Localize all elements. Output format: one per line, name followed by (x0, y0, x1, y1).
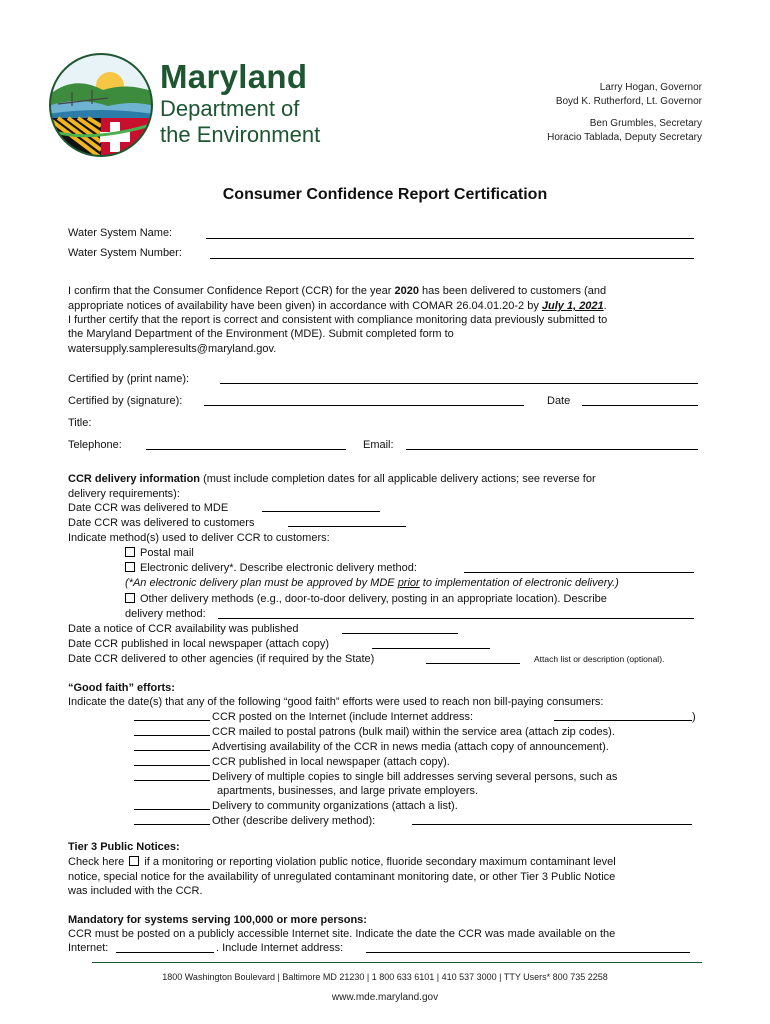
water-system-name-field[interactable] (206, 238, 694, 239)
electronic-note: (*An electronic delivery plan must be approved by MDE prior to implementation of electronic delivery.) (125, 577, 619, 589)
good-faith-date-field[interactable] (134, 720, 210, 721)
date-field[interactable] (582, 405, 698, 406)
newspaper-label: Date CCR published in local newspaper (attach copy) (68, 638, 330, 650)
other-methods-option: Other delivery methods (e.g., door-to-door delivery, posting in an appropriate location). Describe (125, 592, 607, 606)
certified-print-field[interactable] (220, 383, 698, 384)
good-faith-date-field[interactable] (134, 824, 210, 825)
other-methods-checkbox[interactable] (125, 593, 135, 603)
notice-published-label: Date a notice of CCR availability was published (68, 623, 299, 635)
delivered-mde-label: Date CCR was delivered to MDE (68, 502, 229, 514)
postal-mail-option: Postal mail (125, 546, 194, 560)
org-name: Maryland (160, 58, 308, 95)
org-name-line3: the Environment (160, 122, 321, 147)
good-faith-item: CCR published in local newspaper (attach copy). (212, 756, 450, 768)
official-lt-governor: Boyd K. Rutherford, Lt. Governor (555, 96, 702, 107)
water-system-number-field[interactable] (210, 258, 694, 259)
other-effort-field[interactable] (412, 824, 692, 825)
good-faith-intro: Indicate the date(s) that any of the following “good faith” efforts were used to reach non bill-paying consumers: (68, 696, 604, 708)
certified-print-label: Certified by (print name): (68, 373, 190, 385)
email-field[interactable] (406, 449, 698, 450)
delivery-heading: CCR delivery information (must include completion dates for all applicable delivery actions; see reverse for (68, 473, 596, 485)
delivered-customers-label: Date CCR was delivered to customers (68, 517, 255, 529)
confirm-line-1: I confirm that the Consumer Confidence Report (CCR) for the year 2020 has been delivered to customers (and (68, 285, 607, 297)
delivered-customers-date-field[interactable] (288, 526, 406, 527)
confirm-line-3: I further certify that the report is correct and consistent with compliance monitoring data previously submitted to (68, 314, 608, 326)
internet-label: Internet: (68, 942, 109, 954)
email-label: Email: (363, 439, 394, 451)
include-address-label: . Include Internet address: (216, 942, 344, 954)
methods-label: Indicate method(s) used to deliver CCR to customers: (68, 532, 330, 544)
confirm-line-4: the Maryland Department of the Environment (MDE). Submit completed form to (68, 328, 454, 340)
other-method-field[interactable] (218, 618, 694, 619)
other-method-label: delivery method: (125, 608, 206, 620)
good-faith-item: Delivery of multiple copies to single bill addresses serving several persons, such as (212, 771, 618, 783)
good-faith-heading: “Good faith” efforts: (68, 682, 175, 694)
official-governor: Larry Hogan, Governor (599, 82, 702, 93)
tier3-line-3: was included with the CCR. (68, 885, 203, 897)
submit-email: watersupply.sampleresults@maryland.gov. (68, 343, 277, 355)
tier3-line-2: notice, special notice for the availability of unregulated contaminant monitoring date, or other Tier 3 Public Notice (68, 871, 616, 883)
telephone-field[interactable] (146, 449, 346, 450)
internet-address-mandatory-field[interactable] (366, 952, 690, 953)
tier3-line-1: Check here if a monitoring or reporting violation public notice, fluoride secondary maximum contaminant level (68, 856, 616, 868)
good-faith-date-field[interactable] (134, 809, 210, 810)
good-faith-date-field[interactable] (134, 765, 210, 766)
footer-website-link[interactable]: www.mde.maryland.gov (331, 992, 439, 1003)
good-faith-date-field[interactable] (134, 735, 210, 736)
org-name-line2: Department of (160, 96, 300, 121)
newspaper-date-field[interactable] (372, 648, 490, 649)
postal-mail-checkbox[interactable] (125, 547, 135, 557)
delivery-heading-cont: delivery requirements): (68, 488, 180, 500)
other-agencies-date-field[interactable] (426, 663, 520, 664)
title-label: Title: (68, 417, 92, 429)
other-agencies-label: Date CCR delivered to other agencies (if required by the State) (68, 653, 375, 665)
water-system-name-label: Water System Name: (68, 227, 173, 239)
mde-logo-icon (48, 52, 154, 158)
tier3-checkbox[interactable] (129, 856, 139, 866)
tier3-heading: Tier 3 Public Notices: (68, 841, 180, 853)
electronic-option: Electronic delivery*. Describe electronic delivery method: (125, 561, 417, 575)
mandatory-line-1: CCR must be posted on a publicly accessible Internet site. Indicate the date the CCR was made available on the (68, 928, 616, 940)
telephone-label: Telephone: (68, 439, 122, 451)
good-faith-item: Delivery to community organizations (attach a list). (212, 800, 458, 812)
good-faith-item: Other (describe delivery method): (212, 815, 376, 827)
official-secretary: Ben Grumbles, Secretary (589, 118, 702, 129)
notice-published-date-field[interactable] (342, 633, 458, 634)
report-year: 2020 (394, 285, 419, 297)
good-faith-date-field[interactable] (134, 780, 210, 781)
good-faith-item: CCR mailed to postal patrons (bulk mail) within the service area (attach zip codes). (212, 726, 615, 738)
good-faith-item-cont: apartments, businesses, and large private employers. (217, 785, 479, 797)
footer-address: 1800 Washington Boulevard | Baltimore MD 21230 | 1 800 633 6101 | 410 537 3000 | TTY Users* 800 735 2258 (162, 972, 608, 982)
delivered-mde-date-field[interactable] (262, 511, 380, 512)
certified-signature-label: Certified by (signature): (68, 395, 183, 407)
electronic-delivery-checkbox[interactable] (125, 562, 135, 572)
electronic-method-field[interactable] (464, 572, 694, 573)
confirm-line-2: appropriate notices of availability have been given) in accordance with COMAR 26.04.01.20-2 by July 1, 2021. (68, 300, 607, 312)
date-label: Date (547, 395, 571, 407)
internet-date-field[interactable] (116, 952, 214, 953)
internet-address-field[interactable] (554, 720, 692, 721)
deadline-date: July 1, 2021 (541, 300, 604, 312)
footer-divider (92, 962, 702, 963)
water-system-number-label: Water System Number: (68, 247, 182, 259)
good-faith-date-field[interactable] (134, 750, 210, 751)
page-title: Consumer Confidence Report Certification (222, 186, 548, 203)
attach-note: Attach list or description (optional). (534, 654, 665, 664)
official-deputy-secretary: Horacio Tablada, Deputy Secretary (547, 132, 702, 143)
mandatory-heading: Mandatory for systems serving 100,000 or more persons: (68, 914, 367, 926)
good-faith-item: Advertising availability of the CCR in news media (attach copy of announcement). (212, 741, 609, 753)
close-paren: ) (692, 711, 696, 723)
certified-signature-field[interactable] (204, 405, 524, 406)
good-faith-item: CCR posted on the Internet (include Internet address: (212, 711, 474, 723)
